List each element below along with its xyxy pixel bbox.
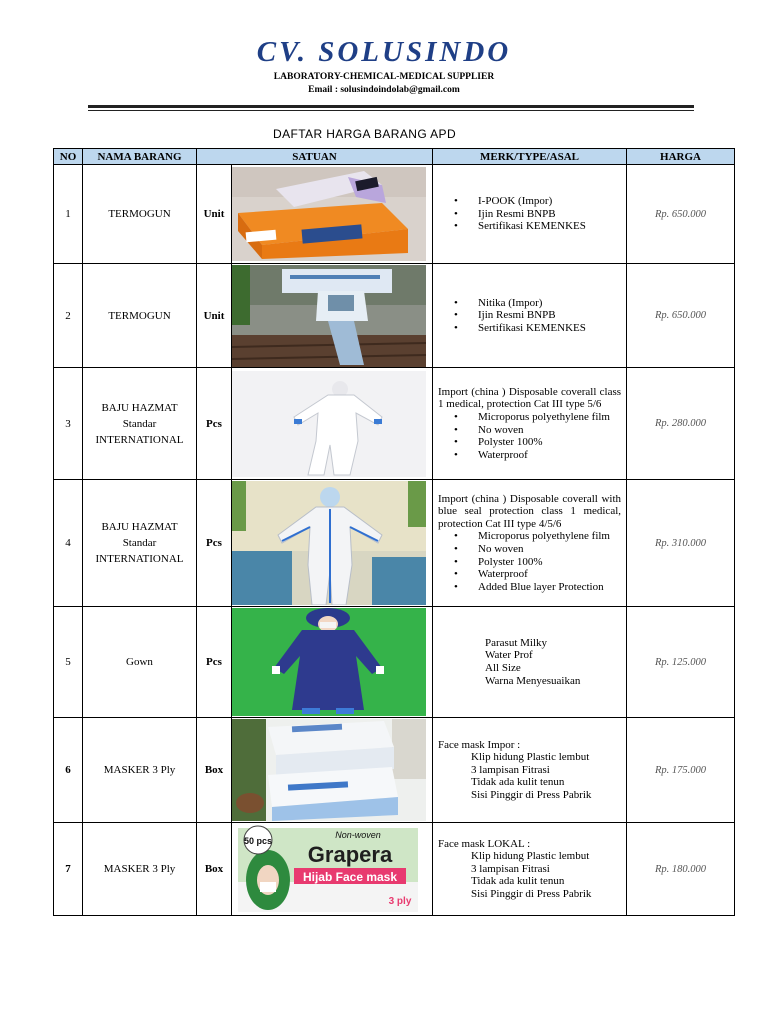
row-merk [433, 607, 627, 718]
row-harga: Rp. 280.000 [627, 368, 735, 480]
row-merk [433, 165, 627, 264]
row-harga: Rp. 650.000 [627, 165, 735, 264]
row-nama: Gown [83, 607, 197, 718]
nama-line: INTERNATIONAL [95, 433, 184, 446]
col-header-no: NO [54, 149, 83, 165]
header-rule-thin [88, 110, 694, 111]
image-ply-label: 3 ply [388, 896, 412, 907]
col-header-merk: MERK/TYPE/ASAL [433, 149, 627, 165]
merk-description: Import (china ) Disposable coverall with blue seal protection class 1 medical, protection Cat III type 4/5/6 [438, 492, 622, 530]
company-email: Email : solusindoindolab@gmail.com [308, 85, 460, 95]
merk-item: • No woven [478, 543, 626, 556]
merk-item: • Nitika (Impor) [478, 297, 626, 310]
merk-item: • Polyster 100% [478, 556, 626, 569]
merk-line: Tidak ada kulit tenun [471, 875, 565, 888]
row-no: 7 [54, 823, 83, 916]
merk-item: • Waterproof [478, 449, 626, 462]
row-image [232, 607, 433, 718]
row-nama: MASKER 3 Ply [83, 823, 197, 916]
hazmat-blue-seal-photo [232, 481, 432, 605]
merk-description: Face mask LOKAL : [438, 837, 531, 850]
hazmat-coverall-photo [232, 371, 432, 477]
col-header-satuan: SATUAN [197, 149, 433, 165]
merk-line: Klip hidung Plastic lembut [471, 850, 590, 863]
price-table [53, 148, 735, 916]
merk-line: Tidak ada kulit tenun [471, 776, 565, 789]
row-harga: Rp. 175.000 [627, 718, 735, 823]
merk-description: Import (china ) Disposable coverall class 1 medical, protection Cat III type 5/6 [438, 385, 622, 411]
header-rule-thick [88, 105, 694, 108]
image-pcs-label: 50 pcs [243, 836, 273, 846]
nama-line: BAJU HAZMAT [101, 521, 178, 533]
merk-description: Face mask Impor : [438, 738, 521, 751]
merk-line: Parasut Milky [485, 636, 548, 649]
merk-list [433, 530, 626, 593]
image-brand-label: Grapera [307, 842, 393, 867]
row-harga: Rp. 125.000 [627, 607, 735, 718]
grapera-mask-box-photo [232, 824, 432, 914]
table-row [54, 480, 735, 607]
merk-item: • Microporus polyethylene film [478, 411, 626, 424]
row-merk [433, 264, 627, 368]
nama-line: Standar [122, 417, 157, 430]
merk-line: Klip hidung Plastic lembut [471, 751, 590, 764]
image-nonwoven-label: Non-woven [335, 830, 381, 840]
table-row [54, 264, 735, 368]
row-merk [433, 480, 627, 607]
table-header-row [54, 149, 735, 165]
merk-item: • Sertifikasi KEMENKES [478, 220, 626, 233]
table-row [54, 368, 735, 480]
row-image [232, 823, 433, 916]
row-nama: MASKER 3 Ply [83, 718, 197, 823]
merk-line: Sisi Pinggir di Press Pabrik [471, 788, 592, 801]
merk-item: • Microporus polyethylene film [478, 530, 626, 543]
table-row [54, 718, 735, 823]
merk-item: • Polyster 100% [478, 436, 626, 449]
company-tagline: LABORATORY-CHEMICAL-MEDICAL SUPPLIER [273, 72, 495, 82]
image-product-label: Hijab Face mask [302, 870, 398, 884]
row-harga: Rp. 650.000 [627, 264, 735, 368]
merk-item: • Ijin Resmi BNPB [478, 208, 626, 221]
merk-item: • Sertifikasi KEMENKES [478, 322, 626, 335]
row-nama: TERMOGUN [83, 165, 197, 264]
row-no: 4 [54, 480, 83, 607]
col-header-harga: HARGA [627, 149, 735, 165]
merk-line: All Size [485, 662, 521, 674]
row-image [232, 718, 433, 823]
row-image [232, 480, 433, 607]
nama-line: INTERNATIONAL [95, 553, 184, 565]
mask-box-photo [232, 719, 432, 821]
row-nama: TERMOGUN [83, 264, 197, 368]
merk-line: Warna Menyesuaikan [485, 674, 581, 687]
row-merk [433, 368, 627, 480]
row-no: 5 [54, 607, 83, 718]
col-header-nama: NAMA BARANG [83, 149, 197, 165]
merk-item: • Waterproof [478, 568, 626, 581]
merk-item: • No woven [478, 424, 626, 437]
merk-list [433, 195, 626, 233]
row-no: 1 [54, 165, 83, 264]
row-harga: Rp. 180.000 [627, 823, 735, 916]
row-no: 6 [54, 718, 83, 823]
row-no: 2 [54, 264, 83, 368]
row-no: 3 [54, 368, 83, 480]
row-nama [83, 368, 197, 480]
blue-gown-photo [232, 608, 432, 716]
row-satuan: Pcs [197, 480, 232, 607]
row-image [232, 368, 433, 480]
document-title: DAFTAR HARGA BARANG APD [273, 127, 457, 141]
row-satuan: Box [197, 718, 232, 823]
table-row [54, 823, 735, 916]
merk-item: • Added Blue layer Protection [478, 581, 626, 594]
merk-item: • Ijin Resmi BNPB [478, 309, 626, 322]
thermometer-gun-photo [232, 265, 432, 367]
row-satuan: Unit [197, 264, 232, 368]
company-name: CV. SOLUSINDO [256, 36, 512, 68]
row-image [232, 264, 433, 368]
table-row [54, 165, 735, 264]
row-merk [433, 718, 627, 823]
merk-list [433, 411, 626, 461]
row-merk [433, 823, 627, 916]
merk-line: 3 lampisan Fitrasi [471, 763, 550, 776]
merk-item: • I-POOK (Impor) [478, 195, 626, 208]
thermometer-gun-box-photo [232, 167, 432, 261]
row-nama [83, 480, 197, 607]
row-harga: Rp. 310.000 [627, 480, 735, 607]
row-satuan: Pcs [197, 368, 232, 480]
nama-line: Standar [122, 537, 157, 549]
merk-line: Water Prof [485, 649, 533, 662]
merk-list [433, 297, 626, 335]
row-satuan: Box [197, 823, 232, 916]
row-satuan: Pcs [197, 607, 232, 718]
row-satuan: Unit [197, 165, 232, 264]
merk-line: 3 lampisan Fitrasi [471, 862, 550, 875]
nama-line: BAJU HAZMAT [101, 401, 178, 414]
row-image [232, 165, 433, 264]
table-row [54, 607, 735, 718]
merk-line: Sisi Pinggir di Press Pabrik [471, 887, 592, 900]
